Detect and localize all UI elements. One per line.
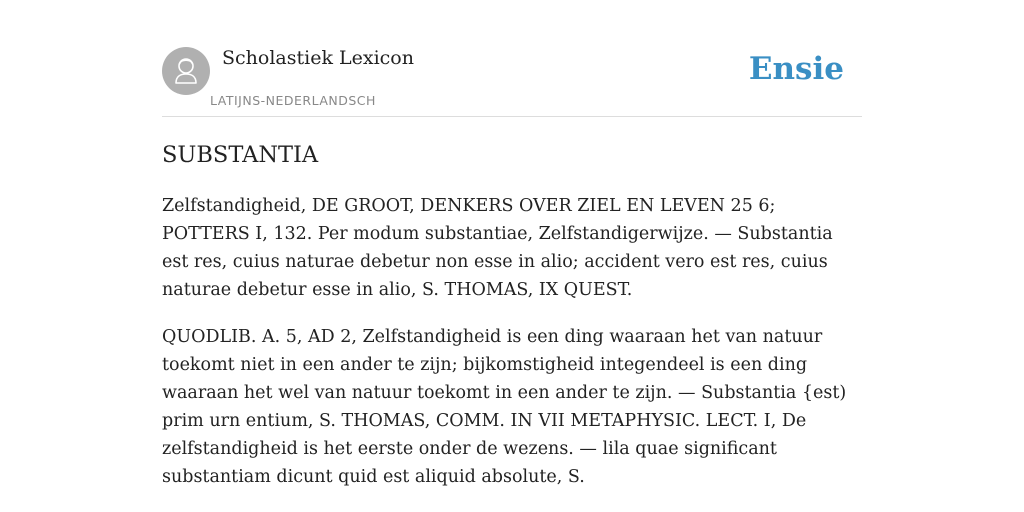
- entry-headword: SUBSTANTIA: [162, 142, 319, 168]
- entry-body: [162, 192, 862, 510]
- author-avatar[interactable]: [162, 47, 210, 95]
- page-header: [162, 0, 862, 117]
- dictionary-title[interactable]: Scholastiek Lexicon: [222, 47, 414, 69]
- dictionary-subtitle: LATIJNS-NEDERLANDSCH: [210, 93, 376, 108]
- entry-paragraph: QUODLIB. A. 5, AD 2, Zelfstandigheid is een ding waaraan het van natuur toekomt niet in een ander te zijn; bijkomstigheid integendeel is een ding waaraan het wel van natuur toekomt in een ander te zijn. — Substantia {est) prim urn entium, S. THOMAS, COMM. IN VII METAPHYSIC. LECT. I, De zelfstandigheid is het eerste onder de wezens. — lila quae significant substantiam dicunt quid est aliquid absolute, S.: [162, 327, 847, 487]
- user-icon: [162, 47, 210, 95]
- ensie-logo[interactable]: Ensie: [748, 51, 844, 87]
- entry-paragraph: Zelfstandigheid, DE GROOT, DENKERS OVER ZIEL EN LEVEN 25 6; POTTERS I, 132. Per modum substantiae, Zelfstandigerwijze. — Substantia est res, cuius naturae debetur non esse in alio; accident vero est res, cuius naturae debetur esse in alio, S. THOMAS, IX QUEST.: [162, 196, 833, 300]
